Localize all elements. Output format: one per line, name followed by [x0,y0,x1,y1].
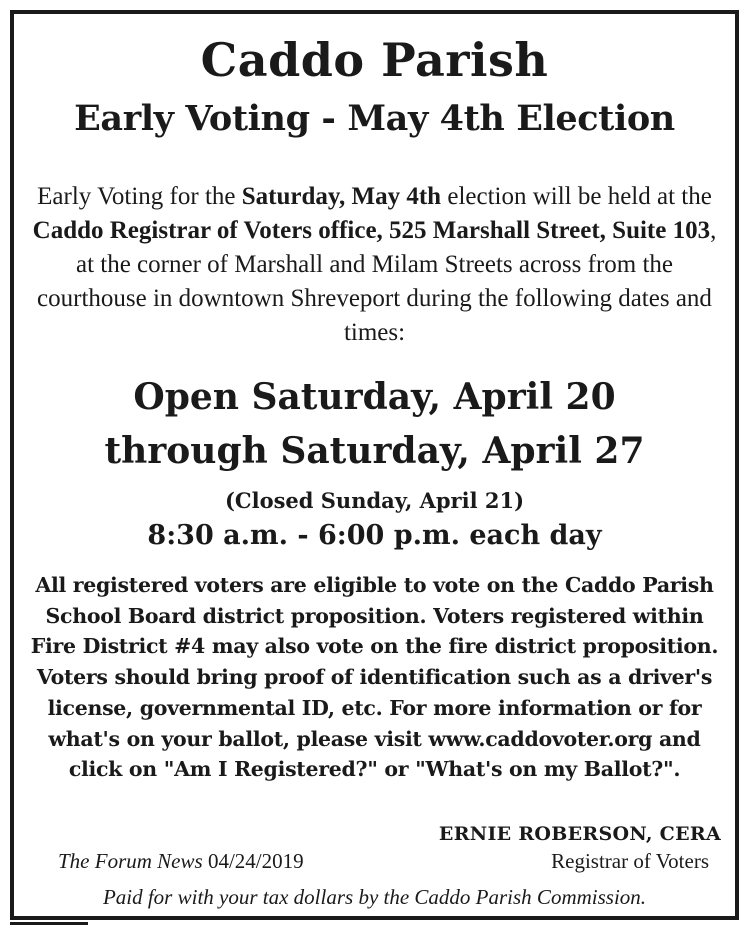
bottom-rule [10,922,88,925]
intro-text-3: , at the corner of Marshall and Milam Streets across from the courthouse in downtown Shreveport during the following dates and times: [37,217,717,346]
eligibility-paragraph: All registered voters are eligible to vote on the Caddo Parish School Board district proposition. Voters registered within Fire District #4 may also vote on the fire district proposition. Voters should bring proof of identification such as a driver's license, governmental ID, etc. For more information or for what's on your ballot, please visit www.caddovoter.org and click on "Am I Registered?" or "What's on my Ballot?". [30,573,719,782]
paid-for-line: Paid for with your tax dollars by the Caddo Parish Commission. [102,885,647,909]
open-dates-line2: through Saturday, April 27 [104,430,645,472]
notice-body [14,14,735,916]
intro-text-1: Early Voting for the [37,183,242,210]
open-dates-line1: Open Saturday, April 20 [133,376,616,418]
publication-name: The Forum News [58,849,203,873]
publication-date: 04/24/2019 [207,849,304,873]
intro-bold-location: Caddo Registrar of Voters office, 525 Marshall Street, Suite 103 [32,217,711,244]
closed-note: (Closed Sunday, April 21) [224,488,525,513]
intro-text-2: election will be held at the [441,183,712,210]
signature-title: Registrar of Voters [551,849,709,873]
publication-line [58,846,304,876]
intro-bold-date: Saturday, May 4th [241,183,442,210]
notice-border [10,10,739,920]
notice-title: Caddo Parish [200,33,549,87]
voting-hours: 8:30 a.m. - 6:00 p.m. each day [147,520,602,551]
notice-subtitle: Early Voting - May 4th Election [74,98,675,139]
intro-paragraph [28,180,721,350]
signature-name: ERNIE ROBERSON, CERA [438,823,721,845]
open-dates [14,370,735,478]
